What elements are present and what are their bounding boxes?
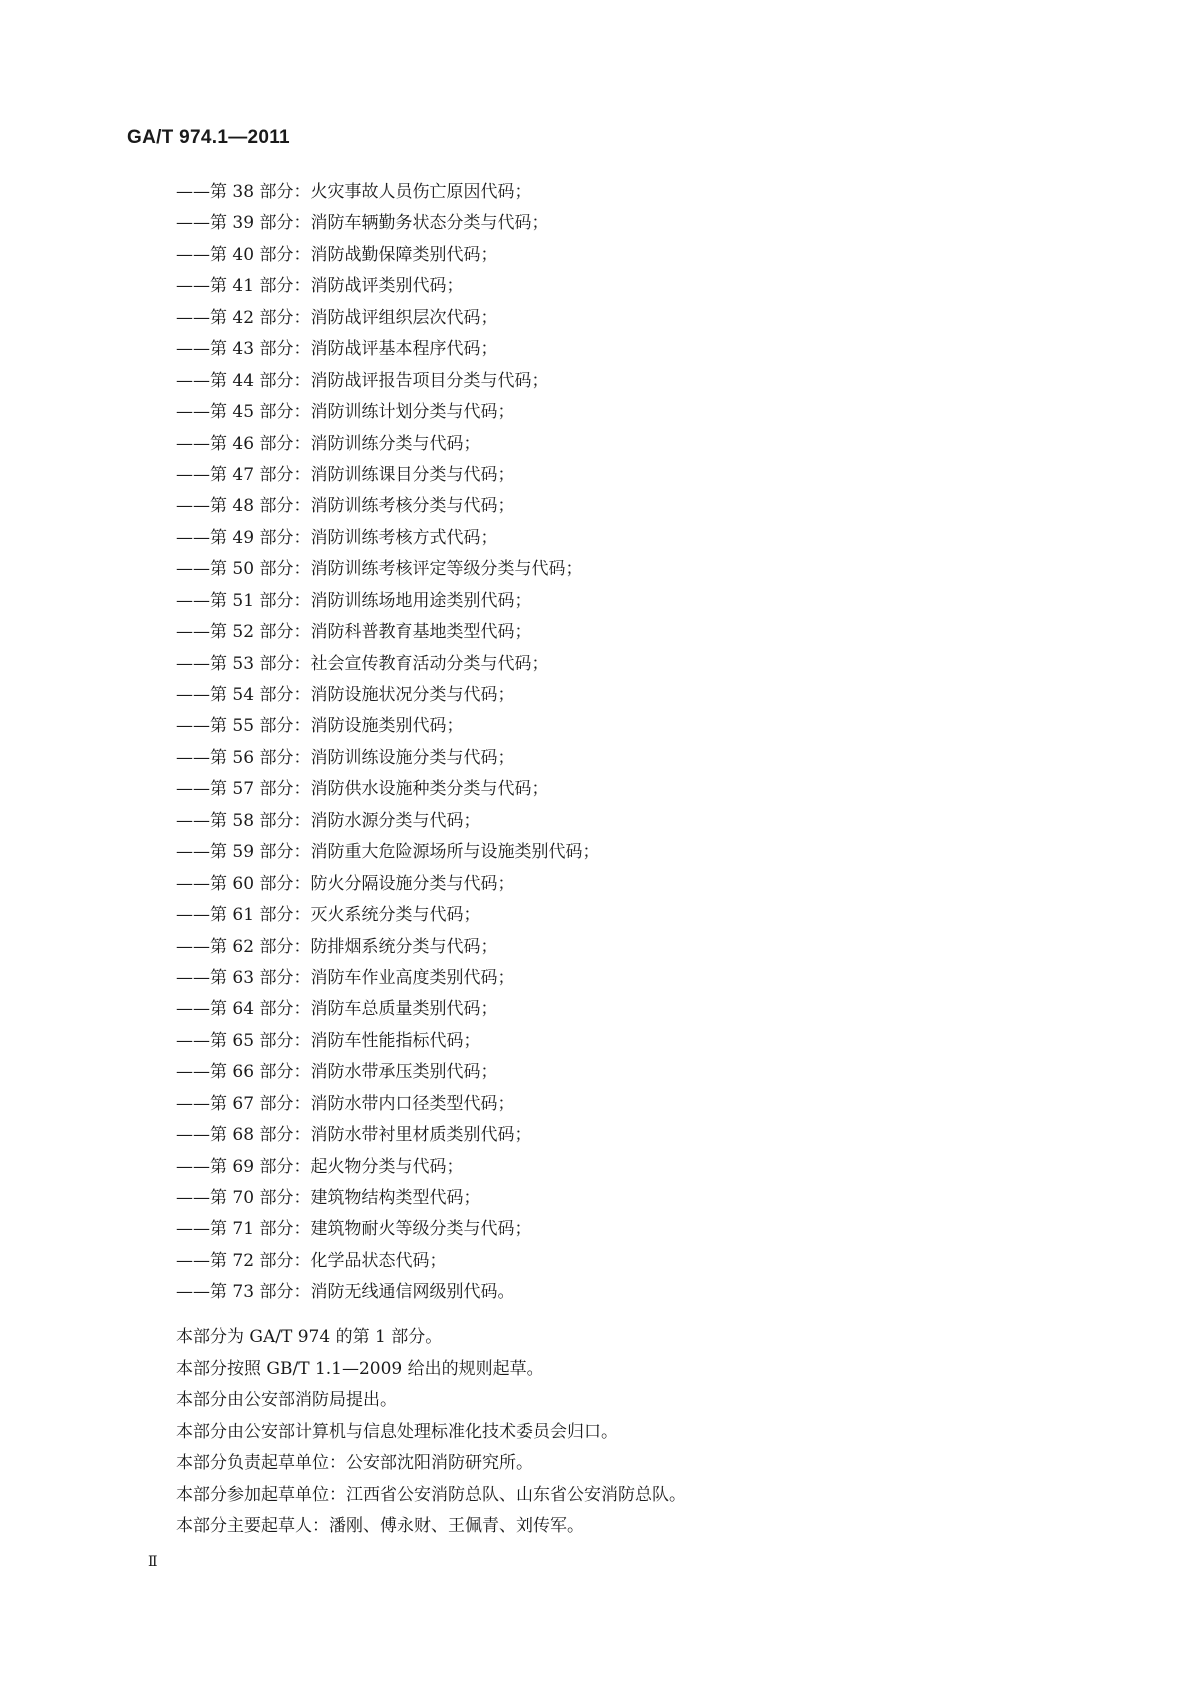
part-item-56: ——第 56 部分：消防训练设施分类与代码； (176, 747, 515, 768)
part-item-49: ——第 49 部分：消防训练考核方式代码； (176, 527, 498, 548)
part-item-62: ——第 62 部分：防排烟系统分类与代码； (176, 936, 498, 957)
part-item-63: ——第 63 部分：消防车作业高度类别代码； (176, 967, 515, 988)
parts-list (176, 177, 599, 1309)
part-item-47: ——第 47 部分：消防训练课目分类与代码； (176, 464, 515, 485)
info-drafting-rules: 本部分按照 GB/T 1.1—2009 给出的规则起草。 (176, 1358, 544, 1379)
info-main-drafters: 本部分主要起草人：潘刚、傅永财、王佩青、刘传军。 (176, 1516, 584, 1536)
part-item-38: ——第 38 部分：火灾事故人员伤亡原因代码； (176, 182, 532, 202)
part-item-72: ——第 72 部分：化学品状态代码； (176, 1250, 447, 1271)
part-item-58: ——第 58 部分：消防水源分类与代码； (176, 810, 481, 831)
part-item-41: ——第 41 部分：消防战评类别代码； (176, 276, 464, 297)
page-number: Ⅱ (148, 1554, 158, 1570)
part-item-60: ——第 60 部分：防火分隔设施分类与代码； (176, 873, 515, 894)
part-item-71: ——第 71 部分：建筑物耐火等级分类与代码； (176, 1219, 532, 1240)
part-item-43: ——第 43 部分：消防战评基本程序代码； (176, 339, 498, 360)
part-item-59: ——第 59 部分：消防重大危险源场所与设施类别代码； (176, 842, 600, 863)
standard-code-header: GA/T 974.1—2011 (127, 127, 290, 148)
part-item-40: ——第 40 部分：消防战勤保障类别代码； (176, 244, 498, 265)
part-item-50: ——第 50 部分：消防训练考核评定等级分类与代码； (176, 559, 583, 580)
part-item-52: ——第 52 部分：消防科普教育基地类型代码； (176, 622, 532, 643)
part-item-68: ——第 68 部分：消防水带衬里材质类别代码； (176, 1125, 532, 1146)
part-item-67: ——第 67 部分：消防水带内口径类型代码； (176, 1093, 515, 1114)
part-item-73: ——第 73 部分：消防无线通信网级别代码。 (176, 1282, 515, 1303)
part-item-51: ——第 51 部分：消防训练场地用途类别代码； (176, 590, 532, 611)
part-item-55: ——第 55 部分：消防设施类别代码； (176, 716, 464, 737)
foreword-info-block (176, 1322, 686, 1543)
part-item-65: ——第 65 部分：消防车性能指标代码； (176, 1030, 481, 1051)
part-item-66: ——第 66 部分：消防水带承压类别代码； (176, 1062, 498, 1083)
part-item-57: ——第 57 部分：消防供水设施种类分类与代码； (176, 779, 549, 800)
part-item-70: ——第 70 部分：建筑物结构类型代码； (176, 1188, 481, 1208)
info-proposer: 本部分由公安部消防局提出。 (176, 1390, 397, 1410)
part-item-48: ——第 48 部分：消防训练考核分类与代码； (176, 496, 515, 517)
part-item-61: ——第 61 部分：灭火系统分类与代码； (176, 905, 481, 926)
part-item-53: ——第 53 部分：社会宣传教育活动分类与代码； (176, 653, 549, 674)
part-item-44: ——第 44 部分：消防战评报告项目分类与代码； (176, 370, 549, 391)
info-participating-units: 本部分参加起草单位：江西省公安消防总队、山东省公安消防总队。 (176, 1484, 686, 1505)
part-item-69: ——第 69 部分：起火物分类与代码； (176, 1156, 464, 1177)
part-item-46: ——第 46 部分：消防训练分类与代码； (176, 433, 481, 454)
part-item-42: ——第 42 部分：消防战评组织层次代码； (176, 307, 498, 328)
info-part-statement: 本部分为 GA/T 974 的第 1 部分。 (176, 1327, 443, 1347)
part-item-45: ——第 45 部分：消防训练计划分类与代码； (176, 402, 515, 423)
info-committee: 本部分由公安部计算机与信息处理标准化技术委员会归口。 (176, 1421, 618, 1442)
part-item-64: ——第 64 部分：消防车总质量类别代码； (176, 999, 498, 1020)
part-item-39: ——第 39 部分：消防车辆勤务状态分类与代码； (176, 213, 549, 234)
part-item-54: ——第 54 部分：消防设施状况分类与代码； (176, 685, 515, 705)
info-lead-drafter-unit: 本部分负责起草单位：公安部沈阳消防研究所。 (176, 1453, 533, 1473)
